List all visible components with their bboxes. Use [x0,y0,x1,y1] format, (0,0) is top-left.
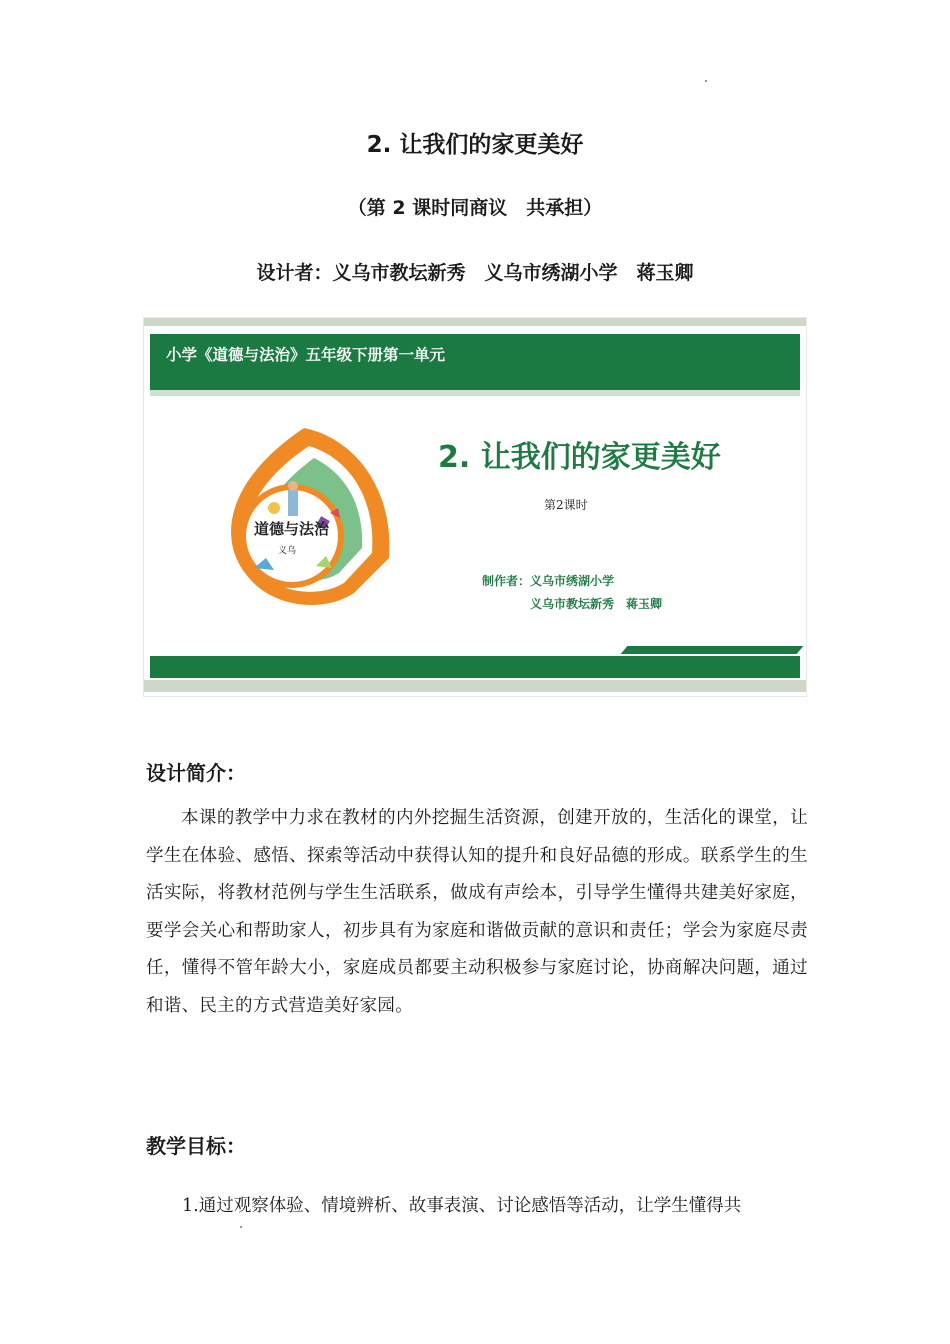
slide-title: 2. 让我们的家更美好 [438,440,721,475]
goals-heading: 教学目标： [146,1134,246,1158]
stray-dot [705,80,707,82]
emblem-title: 道德与法治 [254,520,330,538]
emblem-subtitle: 义乌 [278,546,297,556]
intro-heading: 设计简介： [146,761,246,785]
slide-lesson: 第2课时 [544,498,588,512]
goal-item-1: 1.通过观察体验、情境辨析、故事表演、讨论感悟等活动，让学生懂得共 [182,1196,742,1216]
slide-bottom-bar [150,656,800,678]
cover-slide-image [144,318,806,696]
page-subtitle: （第 2 课时同商议 共承担） [347,197,603,219]
slide-bottom-strip [144,680,806,692]
designer-line: 设计者：义乌市教坛新秀 义乌市绣湖小学 蒋玉卿 [256,262,694,284]
slide-maker-line-2: 义乌市教坛新秀 蒋玉卿 [530,597,663,611]
slide-header-text: 小学《道德与法治》五年级下册第一单元 [166,345,446,364]
page-title: 2. 让我们的家更美好 [366,132,584,158]
slide-bottom-accent [621,646,804,654]
slide-top-strip [144,318,806,326]
stray-dot [240,1226,242,1228]
slide-maker-line-1: 制作者：义乌市绣湖小学 [482,574,615,588]
intro-paragraph: 本课的教学中力求在教材的内外挖掘生活资源，创建开放的，生活化的课堂，让学生在体验、感悟、探索等活动中获得认知的提升和良好品德的形成。联系学生的生活实际，将教材范例与学生生活联系，做成有声绘本，引导学生懂得共建美好家庭，要学会关心和帮助家人，初步具有为家庭和谐做贡献的意识和责任；学会为家庭尽责任，懂得不管年龄大小，家庭成员都要主动积极参与家庭讨论，协商解决问题，通过和谐、民主的方式营造美好家园。 [146,808,808,1016]
